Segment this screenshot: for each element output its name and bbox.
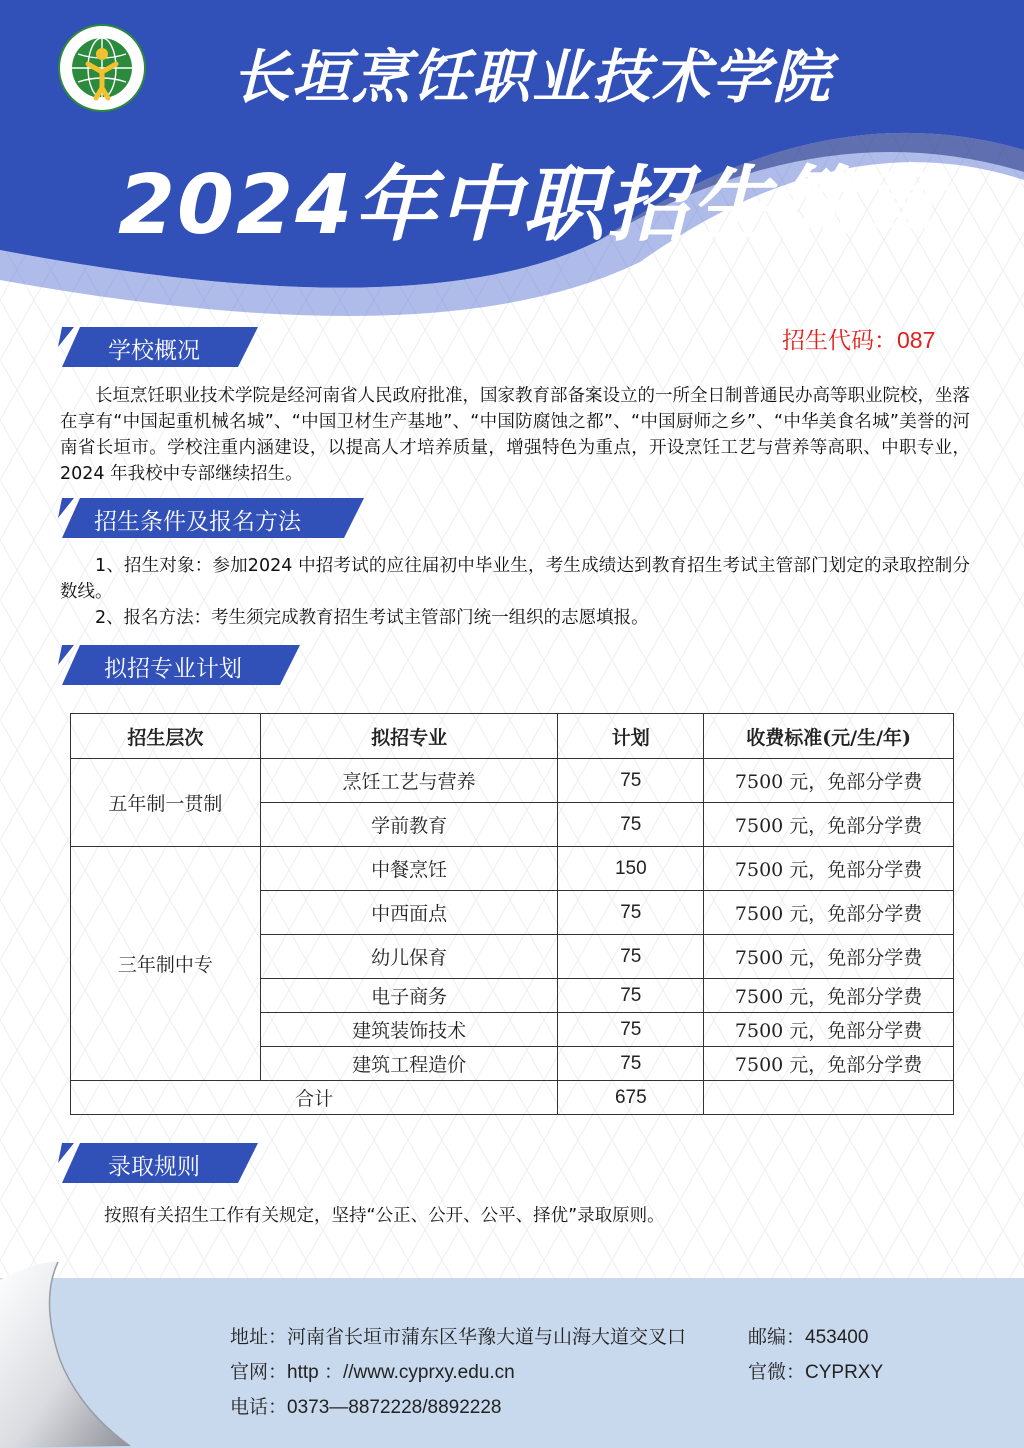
footer-phone: 电话：0373—8872228/8892228 [230,1397,502,1418]
fee-cell: 7500 元，免部分学费 [704,891,954,935]
count-cell: 75 [558,979,704,1013]
school-seal-icon [58,24,146,112]
major-cell: 电子商务 [260,979,558,1013]
fee-cell: 7500 元，免部分学费 [704,847,954,891]
total-value-cell: 675 [558,1081,704,1115]
school-name-title: 长垣烹饪职业技术学院 [232,43,833,111]
fee-cell: 7500 元，免部分学费 [704,803,954,847]
count-cell: 75 [558,803,704,847]
footer-postcode: 邮编：453400 [748,1327,869,1348]
column-header-count: 计划 [558,714,704,759]
column-header-major: 拟招专业 [260,714,558,759]
major-cell: 中西面点 [260,891,558,935]
overview-paragraph [60,383,970,487]
admission-code: 招生代码：087 [782,327,936,353]
count-cell: 75 [558,1047,704,1081]
count-cell: 75 [558,759,704,803]
fee-cell: 7500 元，免部分学费 [704,759,954,803]
section-heading-overview [58,327,258,367]
section-heading-label: 学校概况 [108,338,200,364]
major-cell: 学前教育 [260,803,558,847]
fee-cell: 7500 元，免部分学费 [704,1013,954,1047]
header-banner [0,0,1024,320]
section-heading-plan [58,645,300,685]
level-cell: 五年制一贯制 [71,759,261,847]
total-empty-cell [704,1081,954,1115]
page-curl-decoration [0,1240,140,1448]
conditions-item-2: 2、报名方法：考生须完成教育招生考试主管部门统一组织的志愿填报。 [95,608,649,628]
school-logo [58,24,146,112]
overview-text: 长垣烹饪职业技术学院是经河南省人民政府批准，国家教育部备案设立的一所全日制普通民办高等职业院校，坐落在享有“中国起重机械名城”、“中国卫材生产基地”、“中国防腐蚀之都”、“中国厨师之乡”、“中华美食名城”美誉的河南省长垣市。学校注重内涵建设，以提高人才培养质量，增强特色为重点，开设烹饪工艺与营养等高职、中职专业，2024 年我校中专部继续招生。 [60,386,970,484]
footer-website-link[interactable]: 官网：http ：//www.cyprxy.edu.cn [230,1362,515,1383]
major-cell: 中餐烹饪 [260,847,558,891]
count-cell: 75 [558,891,704,935]
enrollment-plan-table [70,713,954,1115]
table-row [71,759,954,803]
fee-cell: 7500 元，免部分学费 [704,979,954,1013]
section-heading-label: 录取规则 [108,1154,200,1180]
section-heading-conditions [58,498,364,538]
table-row [71,847,954,891]
major-cell: 建筑装饰技术 [260,1013,558,1047]
conditions-item-1: 1、招生对象：参加2024 中招考试的应往届初中毕业生，考生成绩达到教育招生考试主管部门划定的录取控制分数线。 [60,556,970,602]
brochure-title: 2024年中职招生简章 [118,158,943,253]
conditions-paragraph [60,553,970,631]
major-cell: 烹饪工艺与营养 [260,759,558,803]
footer-address: 地址：河南省长垣市蒲东区华豫大道与山海大道交叉口 [230,1327,687,1348]
footer-wechat: 官微：CYPRXY [748,1362,884,1383]
major-cell: 幼儿保育 [260,935,558,979]
major-cell: 建筑工程造价 [260,1047,558,1081]
rules-text: 按照有关招生工作有关规定，坚持“公正、公开、公平、择优”录取原则。 [104,1206,665,1226]
fee-cell: 7500 元，免部分学费 [704,935,954,979]
total-label-cell: 合计 [71,1081,558,1115]
count-cell: 150 [558,847,704,891]
fee-cell: 7500 元，免部分学费 [704,1047,954,1081]
level-cell: 三年制中专 [71,847,261,1081]
section-heading-label: 拟招专业计划 [104,656,242,682]
rules-paragraph [104,1203,964,1229]
table-total-row [71,1081,954,1115]
column-header-level: 招生层次 [71,714,261,759]
count-cell: 75 [558,1013,704,1047]
table-header-row [71,714,954,759]
section-heading-label: 招生条件及报名方法 [94,509,301,535]
section-heading-rules [58,1143,258,1183]
column-header-fee: 收费标准(元/生/年) [704,714,954,759]
count-cell: 75 [558,935,704,979]
